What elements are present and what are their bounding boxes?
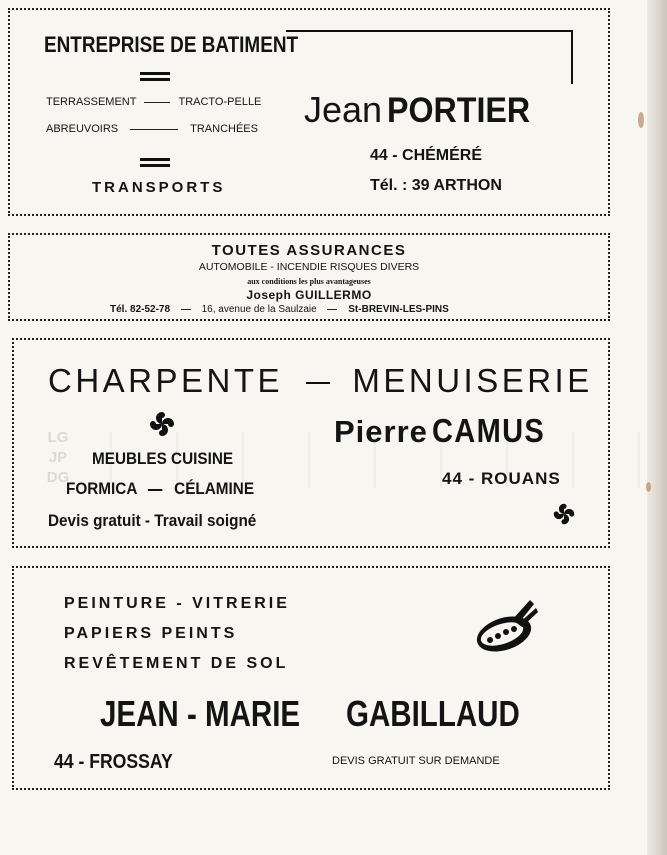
ad2-conditions: aux conditions les plus avantageuses — [247, 277, 371, 286]
ad-portier — [8, 8, 610, 216]
ad1-phone: Tél. : 39 ARTHON — [370, 177, 502, 194]
ad3-item-formica: FORMICA — [66, 479, 137, 498]
ad2-agent: Joseph GUILLERMO — [246, 288, 372, 302]
ad4-name-last: GABILLAUD — [346, 693, 521, 734]
ad1-service-terrassement: TERRASSEMENT — [46, 96, 137, 108]
ad1-transports: TRANSPORTS — [92, 179, 226, 196]
ad3-footer: Devis gratuit - Travail soigné — [48, 511, 257, 530]
watermark-top: LG — [47, 429, 69, 446]
ad3-dash — [148, 489, 162, 491]
ad2-heading: TOUTES ASSURANCES — [211, 242, 407, 259]
ad3-heading — [48, 364, 593, 397]
ad-camus — [12, 338, 610, 548]
lauburu-icon — [148, 410, 176, 438]
ad1-heading: ENTREPRISE DE BATIMENT — [44, 32, 299, 57]
ad2-contact-row — [110, 305, 449, 315]
watermark-bottom: DG — [46, 469, 70, 486]
ad4-name — [100, 693, 558, 734]
ad1-separator — [140, 72, 170, 75]
ad1-name — [304, 89, 542, 130]
watermark-mid: JP — [48, 449, 68, 466]
ad3-heading-dash — [306, 382, 330, 384]
ad2-lines: AUTOMOBILE - INCENDIE RISQUES DIVERS — [198, 261, 420, 273]
ad1-services-row1 — [46, 97, 261, 108]
ad4-name-first: JEAN - MARIE — [100, 693, 301, 734]
ad4-line3: REVÊTEMENT DE SOL — [64, 655, 289, 672]
ad3-item-meubles: MEUBLES CUISINE — [92, 449, 234, 468]
ad3-item-celamine: CÉLAMINE — [174, 479, 255, 498]
ad1-service-tracto: TRACTO-PELLE — [178, 96, 262, 108]
ad4-note: DEVIS GRATUIT SUR DEMANDE — [332, 755, 500, 767]
page-gutter — [647, 0, 667, 855]
ad1-address: 44 - CHÉMÉRÉ — [370, 147, 483, 164]
ad3-heading-right: MENUISERIE — [352, 362, 593, 399]
dash — [327, 309, 337, 310]
ad3-name-first: Pierre — [334, 414, 428, 449]
paper-stain — [646, 482, 651, 492]
ad2-town: St-BREVIN-LES-PINS — [348, 304, 449, 315]
ad4-address: 44 - FROSSAY — [54, 751, 173, 773]
ad-gabillaud — [12, 566, 610, 790]
ad4-line1: PEINTURE - VITRERIE — [64, 595, 290, 612]
ad3-address: 44 - ROUANS — [442, 469, 561, 488]
ad1-last-name: PORTIER — [386, 91, 530, 130]
dash — [181, 309, 191, 310]
ad3-name-last: CAMUS — [432, 412, 546, 449]
ad-assurances — [8, 233, 610, 321]
ad1-first-name: Jean — [304, 89, 383, 130]
dash — [130, 129, 178, 130]
ad1-separator — [140, 78, 170, 81]
ad1-corner-rule — [286, 30, 573, 84]
ad3-heading-left: CHARPENTE — [48, 362, 284, 399]
lauburu-icon — [552, 502, 576, 526]
ad1-service-abreuvoirs: ABREUVOIRS — [46, 123, 119, 135]
palette-icon — [472, 596, 542, 658]
ad1-services-row2 — [46, 124, 258, 135]
ad3-name — [334, 414, 561, 447]
ad1-service-tranchees: TRANCHÉES — [190, 123, 258, 135]
ad1-separator — [140, 158, 170, 161]
paper-stain — [638, 112, 644, 128]
ad3-items-row — [66, 480, 254, 497]
ad1-separator — [140, 164, 170, 167]
ad4-line2: PAPIERS PEINTS — [64, 625, 238, 642]
dash — [144, 102, 170, 103]
ad2-phone: Tél. 82-52-78 — [110, 304, 171, 315]
ad2-street: 16, avenue de la Saulzaie — [201, 304, 317, 315]
